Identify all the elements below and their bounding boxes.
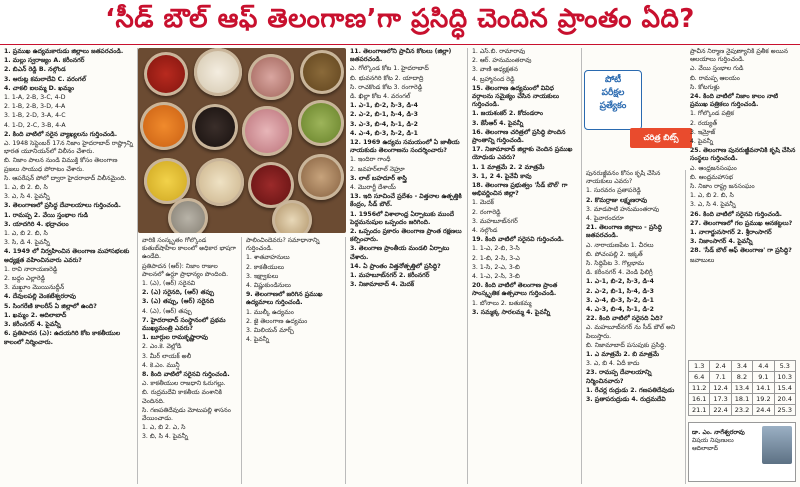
answer-cell: 15.4: [774, 383, 795, 394]
answer-cell: 10.3: [774, 372, 795, 383]
text-line: బి. భువనగిరి కోట 2. యాదాద్రి: [350, 74, 424, 82]
text-line: 3. మాడపాటి హనుమంతరావు: [586, 205, 660, 213]
text-line: 23. రామప్ప దేవాలయాన్ని నిర్మించినవారు?: [586, 369, 652, 385]
text-line: 3. ఆరుట్ల కమలాదేవి C. వరంగల్: [4, 75, 86, 83]
text-line: 1. రావి నారాయణరెడ్డి: [4, 265, 58, 273]
text-line: 1. గోల్కొండ పత్రిక: [690, 110, 734, 118]
answer-cell: 6.4: [689, 372, 710, 383]
text-line: 2. ఎం.కె. వెల్లోడి: [142, 343, 182, 351]
text-line: ఎ. గోల్కొండ కోట 1. హైదరాబాద్: [350, 65, 429, 73]
bowl-white-beans: [194, 48, 242, 96]
text-line: 15. తెలంగాణ ఉద్యమంలో వివిధ వర్గాలను సమైక్యం చేసిన నాయకులు గుర్తించండి.: [472, 84, 560, 109]
text-line: 1. శాతవాహనులు: [246, 254, 290, 262]
text-line: 6. ప్రతిపాదన (ఎ): ఉదయగిరి కోట కాకతీయుల కాలంలో నిర్మించారు.: [4, 330, 121, 346]
column-5: [582, 170, 686, 484]
text-line: 1. సురవరం ప్రతాపరెడ్డి: [586, 187, 641, 195]
text-line: 1. మెదక్: [472, 199, 495, 207]
text-line: సి. నిజాం రాష్ట్ర జనసంఘం: [690, 183, 755, 191]
text-line: 1. ఎ-1, బి-2, సి-3, డి-4: [586, 278, 654, 286]
text-line: 3. నిజామాబాద్ 4. మెదక్: [350, 281, 415, 289]
badge-line-3: ప్రత్యేకం: [599, 101, 627, 111]
answer-cell: 12.4: [710, 383, 731, 394]
text-line: 24. కింది వాటిలో నిజాం కాలం నాటి ప్రముఖ పత్రికలు గుర్తించండి.: [690, 93, 779, 109]
column-6: [686, 48, 800, 358]
text-line: 1. ఎ, బి 2. బి, సి: [4, 230, 48, 238]
answer-cell: 13.4: [731, 383, 752, 394]
text-line: 3. సమ్మక్క సారలమ్మ 4. పైవన్నీ: [472, 308, 551, 316]
bowl-grey-beans: [168, 198, 208, 233]
answer-cell: 1.3: [689, 361, 710, 372]
text-line: 2. 1-బి, 2-సి, 3-ఎ: [472, 254, 520, 262]
column-1-text: [4, 48, 133, 347]
text-line: 1. ఎస్.బి. రామారావు: [472, 48, 526, 55]
text-line: 1. నాగార్జునసాగర్ 2. శ్రీరాంసాగర్: [690, 229, 772, 237]
text-line: 1. 1956లో విశాలాంధ్ర ఏర్పాటుకు ముందే పెద్దమనుషుల ఒప్పందం జరిగింది.: [350, 210, 454, 226]
badge-box: [584, 70, 642, 130]
text-line: 2. కొమర్రాజు లక్ష్మణరావు: [586, 196, 648, 204]
bowl-green-peas: [298, 100, 344, 146]
text-line: 14. ఏ ప్రాంతం విత్తనోత్పత్తిలో ప్రసిద్ధి?: [350, 262, 441, 270]
text-line: 3. 1, 2 4. పైవేవీ కావు: [472, 172, 532, 180]
text-line: 2. ఎ-2, బి-1, సి-4, డి-3: [586, 287, 654, 295]
text-line: ఎ. మహబూబ్‌నగర్ ను సీడ్ బౌల్ అని పిలుస్తారు.: [586, 324, 676, 340]
bowl-brown-lentils: [300, 50, 344, 94]
bowl-cream-beans: [196, 158, 244, 206]
text-line: 1. ఖమ్మం 2. ఆదిలాబాద్: [4, 311, 67, 319]
text-line: సి. గణపతిదేవుడు మోటుపల్లి శాసనం వేయించాడు.: [142, 406, 231, 423]
text-line: 4. ఎ-3, బి-4, సి-1, డి-2: [586, 306, 654, 314]
text-line: బి. పోచంపల్లి 2. ఇక్కత్: [586, 250, 643, 258]
text-line: 21. తెలంగాణ జిల్లాలు - ప్రసిద్ధి జతపరచండి.: [586, 224, 662, 240]
text-line: 2. కాకతీయులు: [246, 263, 284, 271]
text-line: 1. ఎ, బి 2. ఎ, సి: [142, 424, 186, 432]
text-line: 1. ఎ-1, బి-2, సి-3, డి-4: [350, 102, 418, 110]
answer-cell: 19.2: [753, 394, 774, 405]
text-line: 3. సి, డి 4. పైవన్నీ: [4, 239, 50, 247]
text-line: 1. ఎ, బి 2. బి, సి: [4, 184, 48, 192]
text-line: 2. 1-B, 2-B, 3-D, 4-A: [4, 103, 66, 111]
column-6-text: [690, 48, 796, 265]
text-line: డి. ఖిల్లా కోట 4. వరంగల్: [350, 93, 411, 101]
answer-cell: 8.2: [731, 372, 752, 383]
answer-cell: 20.4: [774, 394, 795, 405]
author-text: [692, 429, 760, 453]
badge-line-1: పోటీ: [604, 75, 622, 85]
text-line: 4. దేవులపల్లి వెంకటేశ్వరరావు: [4, 293, 76, 301]
text-line: 1. జయశంకర్ 2. కోదండరాం: [472, 110, 544, 118]
text-line: సి. సిద్దిపేట 3. గొల్లభామ: [586, 260, 645, 268]
text-line: 3. తెలంగాణ ప్రాంతీయ మండలి ఏర్పాటు చేశారు.: [350, 245, 450, 261]
answer-cell: 4.4: [753, 361, 774, 372]
answer-cell: 2.4: [710, 361, 731, 372]
bowl-red-beans: [144, 52, 188, 96]
text-line: 2. కింది వాటిలో సరైన వ్యాఖ్యలను గుర్తించండి.: [4, 130, 118, 138]
text-line: ఎ. 1948 సెప్టెంబర్ 17న నిజాం హైదరాబాద్ రాష్ట్రాన్ని భారత యూనియన్‌లో విలీనం చేశారు.: [4, 140, 133, 156]
text-line: బి. ఆంధ్రమహాసభ: [690, 173, 734, 181]
text-line: ఎ. కాకతీయుల రాజధాని ఓరుగల్లు.: [142, 380, 226, 388]
text-line: 4. నల్గొండ: [472, 227, 498, 235]
answer-cell: 14.1: [753, 383, 774, 394]
text-line: 2. జై తెలంగాణ ఉద్యమం: [246, 317, 308, 325]
text-line: 3. తెలంగాణలో ప్రసిద్ధ దేవాలయాలు గుర్తించండి.: [4, 202, 121, 210]
bowl-pink-beans: [242, 106, 292, 156]
text-line: 2. బిఎన్ రెడ్డి B. నల్గొండ: [4, 66, 66, 74]
answers-table: [688, 360, 796, 416]
text-line: 3. మిలియన్ మార్చ్: [246, 327, 294, 335]
text-line: 4. కె.ఎం. మున్షీ: [142, 361, 180, 369]
text-line: 19. కింది వాటిలో సరైనవి గుర్తించండి.: [472, 236, 565, 244]
text-line: 2. జవహర్‌లాల్ నెహ్రూ: [350, 165, 405, 173]
text-line: 22. కింది వాటిలో సరైనది ఏది?: [586, 315, 664, 323]
column-2b: [242, 237, 346, 484]
answer-cell: 17.3: [710, 394, 731, 405]
bowl-speckled-beans: [248, 54, 294, 100]
answer-cell: 5.3: [774, 361, 795, 372]
text-line: 11. తెలంగాణలోని ప్రాచీన కోటలు (జిల్లా) జతపరచండి.: [350, 48, 452, 64]
text-line: 1. 1-A, 2-B, 3-C, 4-D: [4, 94, 66, 102]
text-line: 9. తెలంగాణలో జరిగిన ప్రముఖ ఉద్యమాలు గుర్తించండి.: [246, 291, 323, 307]
text-line: 2. ఎ-2, బి-1, సి-4, డి-3: [350, 111, 418, 119]
text-line: 1. బోనాలు 2. బతుకమ్మ: [472, 299, 532, 307]
answer-cell: 23.2: [731, 405, 752, 416]
answer-cell: 18.1: [731, 394, 752, 405]
text-line: 17. నిజామాబాద్ జిల్లాకు చెందిన ప్రముఖ యోధుడు ఎవరు?: [472, 146, 573, 162]
text-line: 2. (ఎ) సరైనది, (ఆర్) తప్పు: [142, 289, 214, 297]
text-line: బి. నిజామాబాద్ పసుపుకు ప్రసిద్ధి.: [586, 341, 667, 349]
text-line: పునరుజ్జీవనం కోసం కృషి చేసిన నాయకులు ఎవరు?: [586, 170, 661, 186]
text-line: 4. విష్ణుకుండినులు: [246, 282, 291, 290]
text-line: 3. 1-సి, 2-ఎ, 3-బి: [472, 263, 520, 271]
text-line: 4. 1-ఎ, 2-సి, 3-బి: [472, 273, 520, 281]
text-line: 3. మహబూబ్‌నగర్: [472, 217, 518, 225]
answer-cell: 7.1: [710, 372, 731, 383]
answers-row: [689, 405, 796, 416]
text-line: జవాబులు: [690, 256, 715, 264]
column-2-text: [142, 237, 237, 442]
author-role: విషయ నిపుణులు: [692, 437, 734, 444]
text-line: 3. ఎ-4, బి-3, సి-2, డి-1: [586, 296, 654, 304]
author-box: [688, 422, 796, 482]
text-line: 2. రయ్యత్: [690, 119, 718, 127]
text-line: 12. 1969 ఉద్యమ సమయంలో ఏ జాతీయ నాయకుడు తెలంగాణను సందర్శించారు?: [350, 139, 460, 155]
text-line: 26. కింది వాటిలో సరైనవి గుర్తించండి.: [690, 210, 783, 218]
text-line: 3. ఎ-3, బి-4, సి-1, డి-2: [350, 120, 418, 128]
text-line: సి. ఆపరేషన్ పోలో ద్వారా హైదరాబాద్ విలీనమైంది.: [4, 174, 127, 182]
text-line: 25. తెలంగాణ పునరుజ్జీవనానికి కృషి చేసిన సంస్థలు గుర్తించండి.: [690, 147, 796, 163]
text-line: 7. హైదరాబాద్ సంస్థానంలో ప్రథమ ముఖ్యమంత్రి ఎవరు?: [142, 316, 226, 333]
text-line: 3. ప్రతాపరుద్రుడు 4. రుద్రమదేవి: [586, 396, 666, 404]
answer-cell: 11.2: [689, 383, 710, 394]
answers-row: [689, 383, 796, 394]
text-line: 3. నిజాంసాగర్ 4. పైవన్నీ: [690, 238, 753, 246]
bowl-mixed-beans: [298, 154, 344, 200]
text-line: 8. కింది వాటిలో సరైనవి గుర్తించండి.: [142, 371, 230, 379]
text-line: 1. ఎ, బి 2. బి, సి: [690, 192, 734, 200]
author-photo: [762, 426, 792, 464]
text-line: 18. తెలంగాణ ప్రభుత్వం 'సీడ్ బౌల్' గా అభివర్ణించిన జిల్లా?: [472, 182, 568, 198]
text-line: 3. 1-B, 2-D, 3-A, 4-C: [4, 112, 66, 120]
text-line: బి. రుద్రమదేవి కాకతీయ వంశానికి చెందినది.: [142, 389, 222, 405]
text-line: బి. రామప్ప ఆలయం: [690, 74, 740, 82]
column-1: [0, 48, 138, 484]
text-line: ఎ. నారాయణపేట 1. చీరలు: [586, 241, 654, 249]
seed-bowls-photo: [138, 48, 346, 233]
text-line: సి. కోటగుళ్లు: [690, 83, 720, 91]
text-line: 1. (ఎ), (ఆర్) సరైనవి: [142, 280, 196, 288]
column-5-text: [586, 170, 681, 404]
text-line: 3. కరీంనగర్ 4. పైవన్నీ: [4, 321, 61, 329]
author-name: డా. ఎం. నాగేశ్వరరావు: [692, 429, 745, 436]
text-line: 1. ఇందిరా గాంధీ: [350, 156, 391, 164]
text-line: 4. చాకలి ఐలమ్మ D. ఖమ్మం: [4, 84, 75, 92]
text-line: 2. ఆర్. హనుమంతరావు: [472, 57, 532, 65]
text-line: 1. ముల్కీ ఉద్యమం: [246, 308, 294, 316]
bowl-black-beans: [192, 104, 238, 150]
text-line: 16. తెలంగాణ చరిత్రలో ప్రసిద్ధి పొందిన ప్రాంతాన్ని గుర్తించండి.: [472, 128, 566, 145]
answers-row: [689, 372, 796, 383]
text-line: 3. ఇక్ష్వాకులు: [246, 272, 279, 280]
text-line: 3. కేసీఆర్ 4. పైవన్నీ: [472, 119, 524, 127]
text-line: 1. మల్లు స్వరాజ్యం A. కరీంనగర్: [4, 57, 85, 65]
text-line: ప్రాచీన నిర్మాణ నైపుణ్యానికి ప్రతీక అయిన ఆలయాలు గుర్తించండి.: [690, 48, 789, 64]
answer-cell: 21.1: [689, 405, 710, 416]
section-badge: [584, 70, 692, 162]
text-line: 1. ప్రముఖ ఉద్యమకారుడు జిల్లాలు జతపరచండి.: [4, 48, 124, 55]
text-line: 27. తెలంగాణలో గల ప్రముఖ ఆనకట్టలు?: [690, 219, 793, 227]
text-line: 2. బద్దం ఎల్లారెడ్డి: [4, 275, 46, 283]
text-line: 1. రేచర్ల రుద్రుడు 2. గణపతిదేవుడు: [586, 386, 675, 394]
bowl-orange-lentils: [140, 102, 188, 150]
text-line: 28. 'సీడ్ బౌల్ ఆఫ్ తెలంగాణ' గా ప్రసిద్ధి?: [690, 247, 792, 255]
column-3: [346, 48, 468, 484]
answer-cell: 16.1: [689, 394, 710, 405]
text-line: 1. 1 మాత్రమే 2. 2 మాత్రమే: [472, 163, 545, 171]
answer-cell: 22.4: [710, 405, 731, 416]
text-line: 4. (ఎ), (ఆర్) తప్పు: [142, 307, 192, 315]
author-place: ఆదిలాబాద్: [692, 445, 718, 452]
column-2: [138, 237, 242, 484]
text-line: 1. 1-ఎ, 2-బి, 3-సి: [472, 245, 520, 253]
badge-line-2: పరీక్షల: [601, 88, 625, 98]
text-line: 3. ఎ, సి 4. పైవన్నీ: [4, 193, 50, 201]
answer-cell: 3.4: [731, 361, 752, 372]
text-line: 4. మొరార్జీ దేశాయ్: [350, 184, 396, 192]
text-line: 4. 1-D, 2-C, 3-B, 4-A: [4, 121, 66, 129]
column-4: [468, 48, 582, 484]
text-line: 3. మీర్ లాయక్ అలీ: [142, 352, 192, 360]
text-line: 5. సింగరేణి కాలరీస్ ఏ జిల్లాలో ఉంది?: [4, 302, 97, 310]
text-line: 3. ఎ, సి 4. పైవన్నీ: [690, 201, 736, 209]
text-line: 2. రంగారెడ్డి: [472, 208, 501, 216]
text-line: 4. పైవారందరూ: [586, 215, 624, 223]
answer-cell: 25.3: [774, 405, 795, 416]
text-line: 3. లాల్ బహదూర్ శాస్త్రి: [350, 174, 407, 182]
text-line: డి. కరీంనగర్ 4. వెండి ఫిలిగ్రీ: [586, 269, 653, 277]
text-line: 1. బూర్గుల రామకృష్ణారావు: [142, 334, 208, 342]
text-line: ప్రతిపాదన (ఆర్): నిజాం రాజుల పాలనలో ఉర్దూ ప్రాధాన్యం పొందింది.: [142, 262, 229, 278]
text-line: 20. కింది వాటిలో తెలంగాణ ప్రాంత సాంస్కృతిక ఉత్సవాలు గుర్తించండి.: [472, 282, 558, 298]
answers-row: [689, 394, 796, 405]
text-line: 3. ఎ, బి 4. ఏదీ కాదు: [586, 360, 640, 368]
column-3-text: [350, 48, 463, 289]
text-line: 4. బ్రహ్మానంద రెడ్డి: [472, 75, 515, 83]
text-line: 3. మఖ్దూం మొయినుద్దీన్: [4, 284, 65, 292]
answer-cell: 9.1: [753, 372, 774, 383]
text-line: 3. బి, సి 4. పైవన్నీ: [142, 433, 189, 441]
column-4-text: [472, 48, 577, 317]
answers-row: [689, 361, 796, 372]
bowl-spotted-beans: [272, 200, 312, 233]
column-2b-text: [246, 237, 341, 344]
text-line: బి. నిజాం పాలన నుండి విముక్తి కోసం తెలంగాణ ప్రజలు సాయుధ పోరాటం చేశారు.: [4, 157, 118, 173]
badge-tag: చరిత్ర బిట్స్: [630, 128, 692, 148]
answer-cell: 24.4: [753, 405, 774, 416]
text-line: 13. ఇది సూచించే ప్రదేశం - విత్తనాల ఉత్పత్తికి కేంద్రం, సీడ్ బౌల్.: [350, 193, 462, 209]
bowl-yellow-corn: [144, 158, 190, 204]
text-line: ఎ. ఆంధ్రజనసంఘం: [690, 164, 737, 172]
text-line: 3. యాదగిరి 4. భద్రాచలం: [4, 220, 69, 228]
text-line: 1. మహబూబ్‌నగర్ 2. కరీంనగర్: [350, 272, 430, 280]
text-line: ఎ. వేయి స్తంభాల గుడి: [690, 65, 744, 73]
text-line: 3. (ఎ) తప్పు, (ఆర్) సరైనది: [142, 298, 214, 306]
text-line: 3. ఇమ్రోజ్: [690, 128, 716, 136]
text-line: 4. 1949 లో నిర్వహించిన తెలంగాణ మహాసభలకు అధ్యక్షత వహించినవారు ఎవరు?: [4, 248, 130, 264]
text-line: 4. పైవన్నీ: [246, 336, 270, 344]
text-line: 1. రామప్ప 2. వేయి స్తంభాల గుడి: [4, 211, 89, 219]
text-line: 4. పైవన్నీ: [690, 138, 714, 146]
text-line: సి. రాచకొండ కోట 3. రంగారెడ్డి: [350, 83, 423, 91]
text-line: 1. ఎ మాత్రమే 2. బి మాత్రమే: [586, 351, 660, 359]
text-line: 2. ఒప్పందం ప్రకారం తెలంగాణ ప్రాంత రక్షణలు కల్పించారు.: [350, 228, 462, 244]
text-line: పాలించిందెవరు? సమాధానాన్ని గుర్తించండి.: [246, 237, 320, 253]
page-headline: ‘సీడ్ బౌల్ ఆఫ్ తెలంగాణ’గా ప్రసిద్ధి చెందిన ప్రాంతం ఏది?: [0, 0, 800, 45]
text-line: 4. ఎ-4, బి-3, సి-2, డి-1: [350, 129, 418, 137]
text-line: వారికి సంస్కృతం గోల్కొండ కుతుబ్‌షాహీల కాలంలో అధికార భాషగా ఉండేది.: [142, 237, 236, 261]
text-line: 3. వాణి అధ్యక్షతన: [472, 66, 518, 74]
